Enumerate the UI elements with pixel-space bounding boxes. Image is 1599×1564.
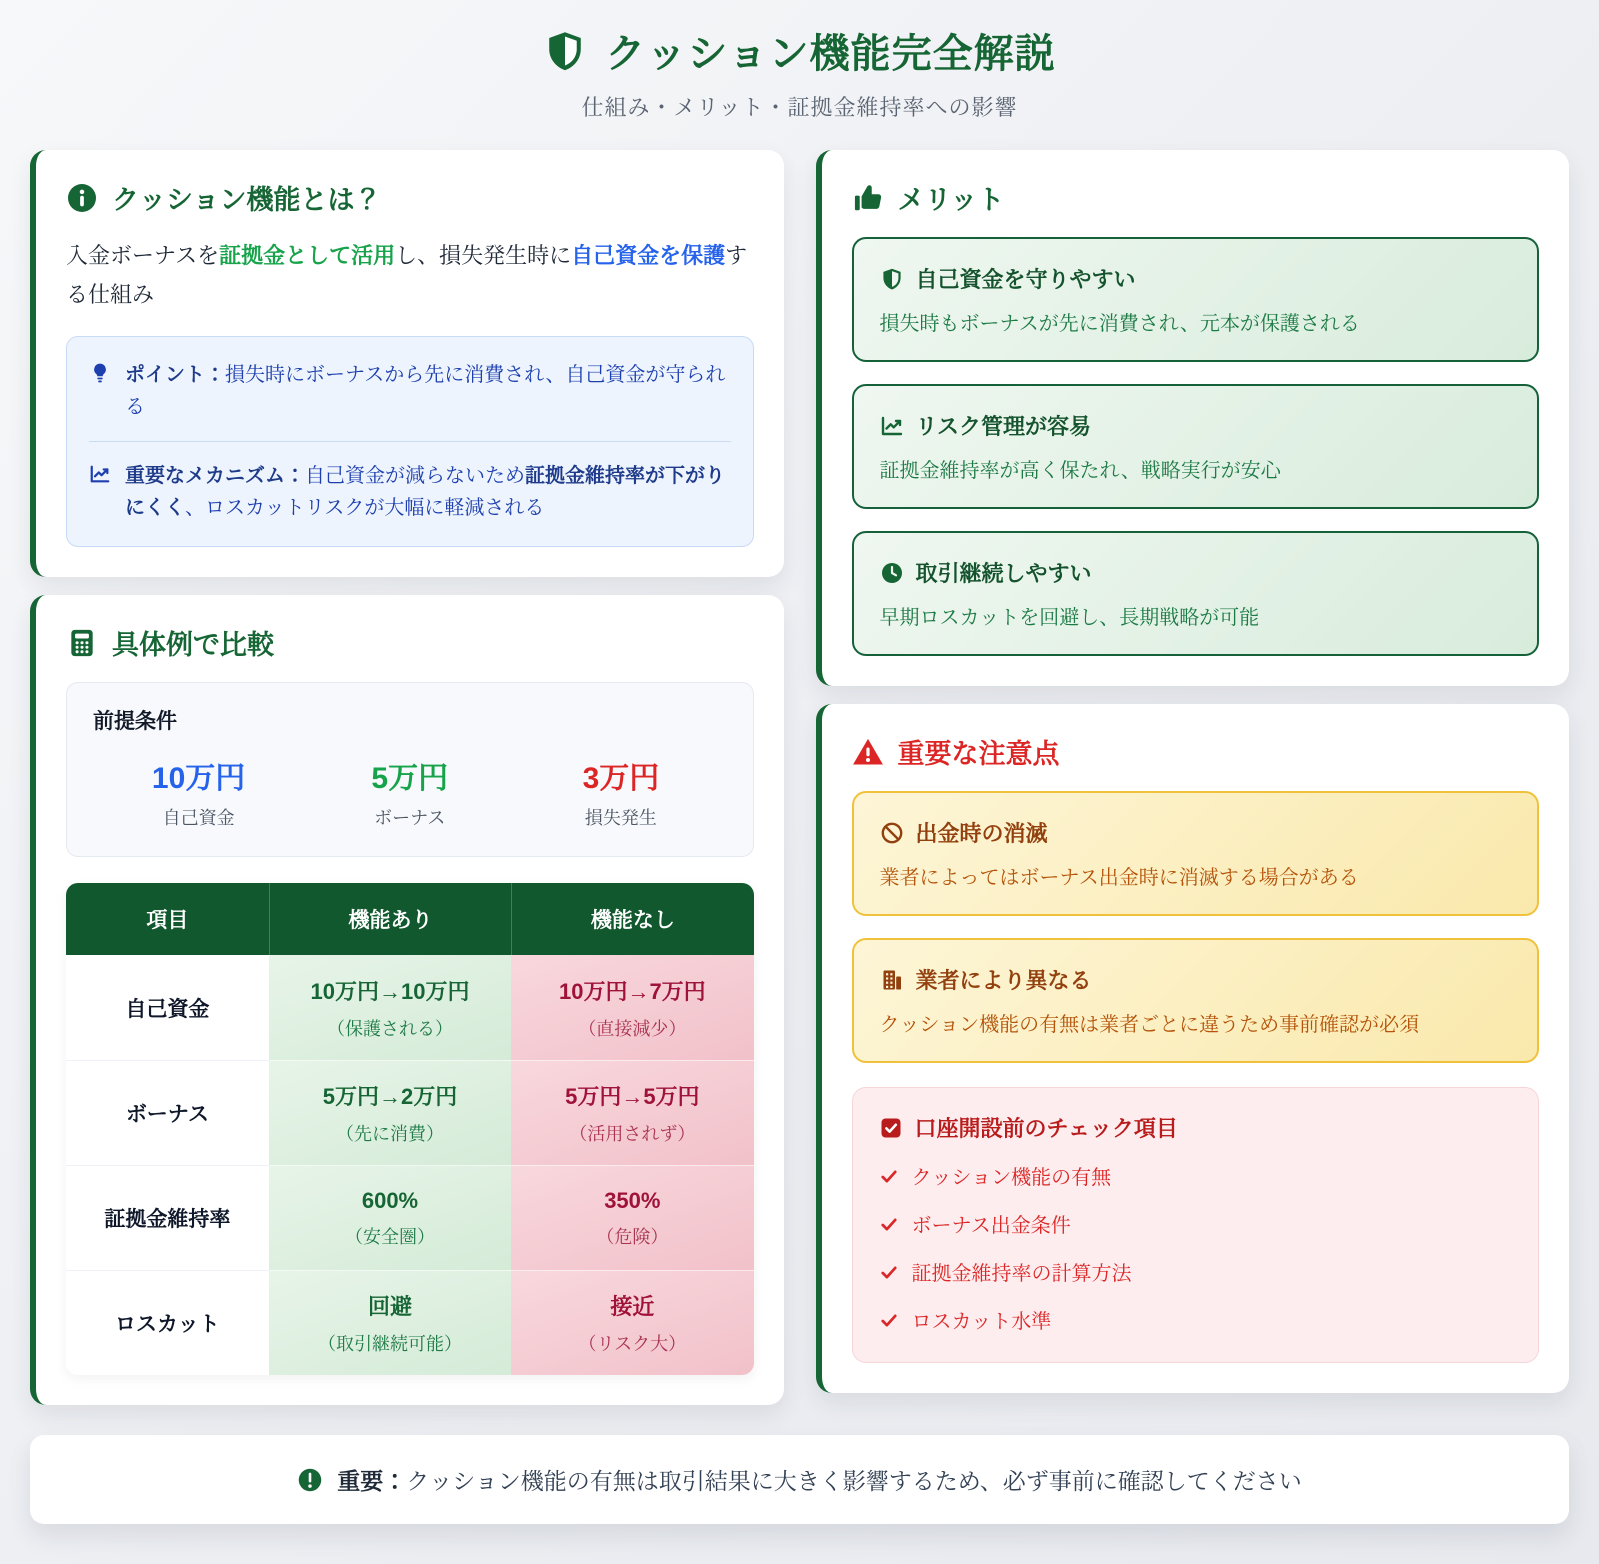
mechanism-text <box>125 460 731 524</box>
checklist-item-label: 証拠金維持率の計算方法 <box>911 1263 1132 1285</box>
table-cell-without <box>511 1165 753 1270</box>
merits-heading: メリット <box>897 185 1005 215</box>
trend-chart-icon <box>880 414 904 438</box>
table-header-item: 項目 <box>66 883 269 955</box>
merit-desc: 早期ロスカットを回避し、長期戦略が可能 <box>879 607 1260 629</box>
table-header-without: 機能なし <box>511 883 753 955</box>
warning-desc: 業者によってはボーナス出金時に消滅する場合がある <box>879 867 1359 889</box>
comparison-heading: 具体例で比較 <box>112 630 274 660</box>
premise-item-loss <box>515 753 726 830</box>
check-icon <box>879 1310 899 1330</box>
merit-title: 自己資金を守りやすい <box>915 267 1136 292</box>
checklist-item-label: ボーナス出金条件 <box>911 1215 1071 1237</box>
mechanism-label: 重要なメカニズム： <box>125 465 305 487</box>
table-cell-without <box>511 1060 753 1165</box>
about-desc-part: し、損失発生時に <box>395 243 572 268</box>
about-desc-highlight-blue: 自己資金を保護 <box>571 243 726 268</box>
cell-value: 10万円→7万円 <box>558 978 706 1004</box>
footer-label: 重要： <box>337 1468 407 1494</box>
premise-box <box>66 682 754 857</box>
table-cell-without <box>511 955 753 1060</box>
merit-title: リスク管理が容易 <box>915 414 1092 439</box>
table-cell-with <box>269 955 511 1060</box>
about-desc-part: する仕組み <box>66 243 748 307</box>
premise-item-bonus <box>304 753 515 830</box>
mechanism-body: 自己資金が減らないため <box>305 465 525 487</box>
about-description <box>66 237 754 314</box>
cell-value: 10万円→10万円 <box>310 978 470 1004</box>
merit-title-row <box>880 410 1512 441</box>
cell-value: 5万円→5万円 <box>565 1084 700 1109</box>
point-label: ポイント： <box>125 364 225 386</box>
cautions-heading: 重要な注意点 <box>897 739 1060 769</box>
merit-title-row <box>880 263 1512 294</box>
ban-icon <box>880 821 904 845</box>
about-heading-row <box>66 178 754 217</box>
info-icon <box>66 182 98 214</box>
cautions-heading-row <box>852 732 1540 771</box>
check-icon <box>879 1262 899 1282</box>
checklist-item <box>879 1257 1513 1286</box>
warning-desc: クッション機能の有無は業者ごとに違うため事前確認が必須 <box>879 1014 1420 1036</box>
premise-caption: 自己資金 <box>162 808 235 828</box>
premise-label: 前提条件 <box>93 710 177 733</box>
cell-value: 600% <box>361 1187 419 1213</box>
premise-grid <box>93 753 727 830</box>
mechanism-body: 、ロスカットリスクが大幅に軽減される <box>185 497 545 519</box>
merit-box-continue <box>852 531 1540 656</box>
checklist-item-label: クッション機能の有無 <box>911 1167 1112 1189</box>
point-text <box>125 359 731 423</box>
merit-box-risk <box>852 384 1540 509</box>
lightbulb-icon <box>89 362 111 384</box>
cell-value: 5万円→2万円 <box>322 1084 458 1109</box>
premise-value: 5万円 <box>371 762 449 795</box>
cell-note: （リスク大） <box>578 1334 687 1354</box>
cell-note: （先に消費） <box>335 1124 444 1144</box>
warning-box-withdrawal <box>852 791 1540 916</box>
footer-note <box>30 1435 1569 1524</box>
cell-note: （安全圏） <box>344 1226 435 1247</box>
main-content <box>30 150 1569 1405</box>
check-icon <box>879 1166 899 1186</box>
footer-body: クッション機能の有無は取引結果に大きく影響するため、必ず事前に確認してください <box>406 1468 1302 1494</box>
cell-value: 350% <box>604 1187 661 1213</box>
warning-title-row <box>880 964 1512 995</box>
table-row-label: 証拠金維持率 <box>66 1165 269 1270</box>
point-body: 損失時にボーナスから先に消費され、自己資金が守られる <box>125 364 726 418</box>
merit-title-row <box>880 557 1512 588</box>
clock-icon <box>880 561 904 585</box>
checklist-item-label: ロスカット水準 <box>911 1311 1052 1333</box>
checklist-title-row <box>879 1112 1513 1143</box>
premise-caption: 損失発生 <box>584 808 657 828</box>
exclamation-circle-icon <box>297 1467 323 1493</box>
table-header-with: 機能あり <box>269 883 511 955</box>
table-row-label: ロスカット <box>66 1270 269 1375</box>
warning-title: 業者により異なる <box>915 968 1092 993</box>
footer-text <box>337 1463 1302 1496</box>
merit-desc: 証拠金維持率が高く保たれ、戦略実行が安心 <box>879 460 1281 482</box>
table-row-label: ボーナス <box>66 1060 269 1165</box>
table-row-label: 自己資金 <box>66 955 269 1060</box>
mechanism-row <box>89 441 731 542</box>
trend-chart-icon <box>89 463 111 485</box>
page-header <box>30 22 1569 122</box>
merit-desc: 損失時もボーナスが先に消費され、元本が保護される <box>879 313 1360 335</box>
premise-value: 10万円 <box>151 762 246 795</box>
about-heading: クッション機能とは？ <box>112 185 382 215</box>
mechanism-bold: 証拠金維持率が下がりにくく <box>125 465 725 519</box>
premise-caption: ボーナス <box>374 808 446 828</box>
premise-value: 3万円 <box>582 762 660 795</box>
about-desc-part: 入金ボーナスを <box>66 243 220 268</box>
point-row <box>89 341 731 441</box>
warning-box-broker <box>852 938 1540 1063</box>
cell-note: （直接減少） <box>578 1018 687 1039</box>
right-column <box>816 150 1570 1393</box>
table-cell-with <box>269 1060 511 1165</box>
checklist-item <box>879 1161 1513 1190</box>
cell-value: 接近 <box>610 1294 655 1319</box>
merit-title: 取引継続しやすい <box>915 561 1092 586</box>
thumbs-up-icon <box>852 182 884 214</box>
warning-title-row <box>880 817 1512 848</box>
shield-icon <box>543 29 587 73</box>
left-column <box>30 150 784 1405</box>
page-subtitle: 仕組み・メリット・証拠金維持率への影響 <box>581 95 1018 120</box>
cell-note: （保護される） <box>326 1018 453 1039</box>
merit-box-protect <box>852 237 1540 362</box>
cell-note: （取引継続可能） <box>317 1334 462 1354</box>
calculator-icon <box>66 627 98 659</box>
check-icon <box>879 1214 899 1234</box>
about-card <box>30 150 784 577</box>
about-desc-highlight-green: 証拠金として活用 <box>219 243 396 268</box>
warning-title: 出金時の消滅 <box>915 821 1048 846</box>
table-cell-with <box>269 1270 511 1375</box>
cell-note: （危険） <box>596 1226 669 1247</box>
checkbox-icon <box>879 1116 903 1140</box>
cell-value: 回避 <box>367 1294 412 1319</box>
premise-item-own-funds <box>93 753 304 830</box>
table-cell-without <box>511 1270 753 1375</box>
page-title: クッション機能完全解説 <box>605 32 1056 76</box>
cell-note: （活用されず） <box>569 1124 696 1144</box>
checklist-item <box>879 1209 1513 1238</box>
comparison-table <box>66 883 754 1375</box>
checklist-box <box>852 1087 1540 1363</box>
cautions-card <box>816 704 1570 1393</box>
comparison-heading-row <box>66 623 754 662</box>
building-icon <box>880 968 904 992</box>
checklist-title: 口座開設前のチェック項目 <box>914 1116 1178 1141</box>
merits-card <box>816 150 1570 686</box>
merits-heading-row <box>852 178 1540 217</box>
shield-icon <box>880 267 904 291</box>
table-cell-with <box>269 1165 511 1270</box>
key-points-box <box>66 336 754 547</box>
checklist-item <box>879 1305 1513 1334</box>
warning-triangle-icon <box>852 736 884 768</box>
comparison-card <box>30 595 784 1405</box>
checklist <box>879 1161 1513 1334</box>
